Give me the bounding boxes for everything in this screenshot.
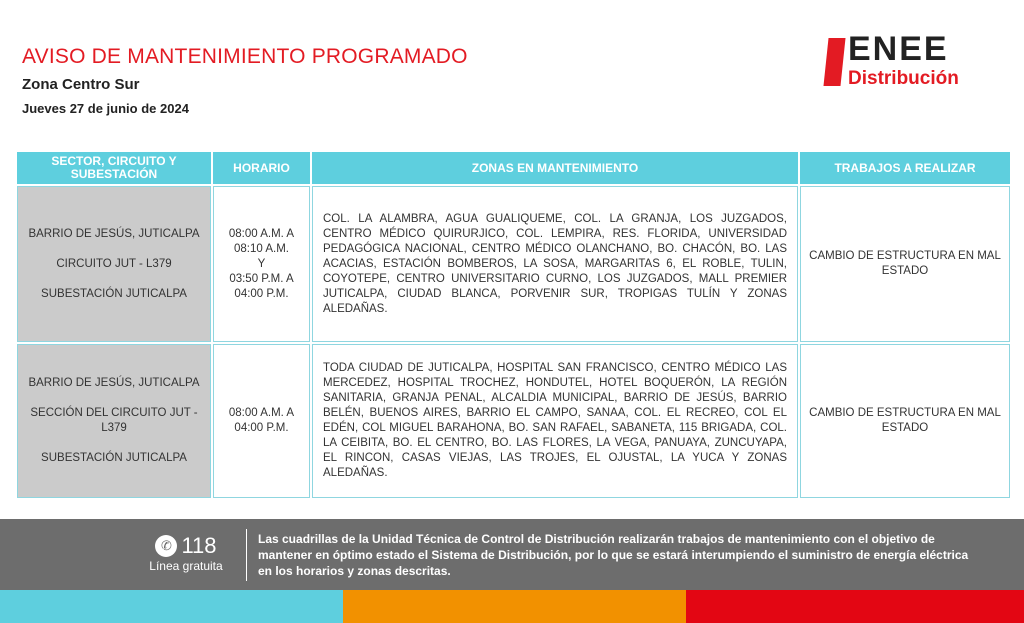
table-row	[17, 344, 1010, 498]
notice-date: Jueves 27 de junio de 2024	[22, 101, 189, 116]
phone-label: Línea gratuita	[149, 559, 223, 573]
logo-subtext: Distribución	[848, 68, 959, 89]
enee-logo	[826, 30, 996, 92]
schedule-time: 08:00 A.M. A 04:00 P.M.	[228, 407, 295, 434]
phone-icon: ✆	[155, 535, 177, 557]
schedule-cell	[213, 186, 310, 342]
color-strip-cyan	[0, 590, 343, 623]
sector-cell	[17, 186, 211, 342]
zones-cell: TODA CIUDAD DE JUTICALPA, HOSPITAL SAN FRANCISCO, CENTRO MÉDICO LAS MERCEDEZ, HOSPITAL TROCHEZ, HONDUTEL, HOTEL BOQUERÓN, LA REGIÓN SANITARIA, GRANJA PENAL, ALCALDIA MUNICIPAL, BARRIO DE JESÚS, BARRIO BELÉN, BUENOS AIRES, BARRIO EL CAMPO, SANAA, COL. EL RECREO, COL EL EDÉN, COL MIGUEL BARAHONA, BO. SAN RAFAEL, SABANETA, 115 BRIGADA, COL. LA CEIBITA, BO. EL CENTRO, BO. LAS FLORES, LA VEGA, PANUAYA, ZUNCUYAPA, EL RINCON, CASAS VIEJAS, LAS TROJES, EL OJUSTAL, LA YUCA Y ZONAS ALEDAÑAS.	[312, 344, 798, 498]
column-header: TRABAJOS A REALIZAR	[800, 152, 1010, 184]
schedule-cell	[213, 344, 310, 498]
table-row	[17, 186, 1010, 342]
substation-name: SUBESTACIÓN JUTICALPA	[41, 452, 187, 464]
zone-name: Zona Centro Sur	[22, 76, 140, 93]
substation-name: SUBESTACIÓN JUTICALPA	[41, 287, 187, 300]
footer	[0, 519, 1024, 590]
column-header: SECTOR, CIRCUITO Y SUBESTACIÓN	[17, 152, 211, 184]
schedule-time: 03:50 P.M. A 04:00 P.M.	[229, 272, 294, 300]
schedule-time: 08:00 A.M. A 08:10 A.M.	[228, 227, 295, 255]
color-strip-orange	[343, 590, 686, 623]
zones-cell: COL. LA ALAMBRA, AGUA GUALIQUEME, COL. LA GRANJA, LOS JUZGADOS, CENTRO MÉDICO QUIRURJICO, COL. LEMPIRA, RES. FLORIDA, UNIVERSIDAD PEDAGÓGICA NACIONAL, CENTRO MÉDICO OLANCHANO, BO. CHACÓN, BO. LAS ACACIAS, ESTACIÓN BOMBEROS, LA SOSA, MARGARITAS 6, EL ROBLE, TULIN, COYOTEPE, CENTRO UNIVERSITARIO CURNO, LOS JUZGADOS, MALL PREMIER JUTICALPA, CIUDAD BLANCA, PORVENIR SUR, TROPIGAS TULÍN Y ZONAS ALEDAÑAS.	[312, 186, 798, 342]
work-cell: CAMBIO DE ESTRUCTURA EN MAL ESTADO	[800, 344, 1010, 498]
color-strip-red	[686, 590, 1024, 623]
logo-mark-icon	[823, 38, 845, 86]
column-header: ZONAS EN MANTENIMIENTO	[312, 152, 798, 184]
column-header: HORARIO	[213, 152, 310, 184]
work-cell: CAMBIO DE ESTRUCTURA EN MAL ESTADO	[800, 186, 1010, 342]
sector-name: BARRIO DE JESÚS, JUTICALPA	[28, 227, 200, 240]
circuit-name: CIRCUITO JUT - L379	[56, 257, 172, 270]
sector-name: BARRIO DE JESÚS, JUTICALPA	[28, 377, 200, 389]
sector-cell	[17, 344, 211, 498]
phone-number: 118	[181, 533, 217, 558]
hotline	[136, 533, 236, 573]
page-title: AVISO DE MANTENIMIENTO PROGRAMADO	[22, 45, 468, 68]
logo-text: ENEE	[848, 30, 949, 68]
maintenance-table	[15, 150, 1012, 500]
table-header	[17, 152, 1010, 184]
circuit-name: SECCIÓN DEL CIRCUITO JUT - L379	[30, 407, 198, 434]
divider	[246, 529, 247, 581]
schedule-separator: Y	[257, 257, 266, 270]
footer-message: Las cuadrillas de la Unidad Técnica de Control de Distribución realizarán trabajos de mantenimiento con el objetivo de mantener en óptimo estado el Sistema de Distribución, por lo que se estará interumpiendo el suministro de energía eléctrica en los horarios y zonas descritas.	[258, 532, 969, 578]
